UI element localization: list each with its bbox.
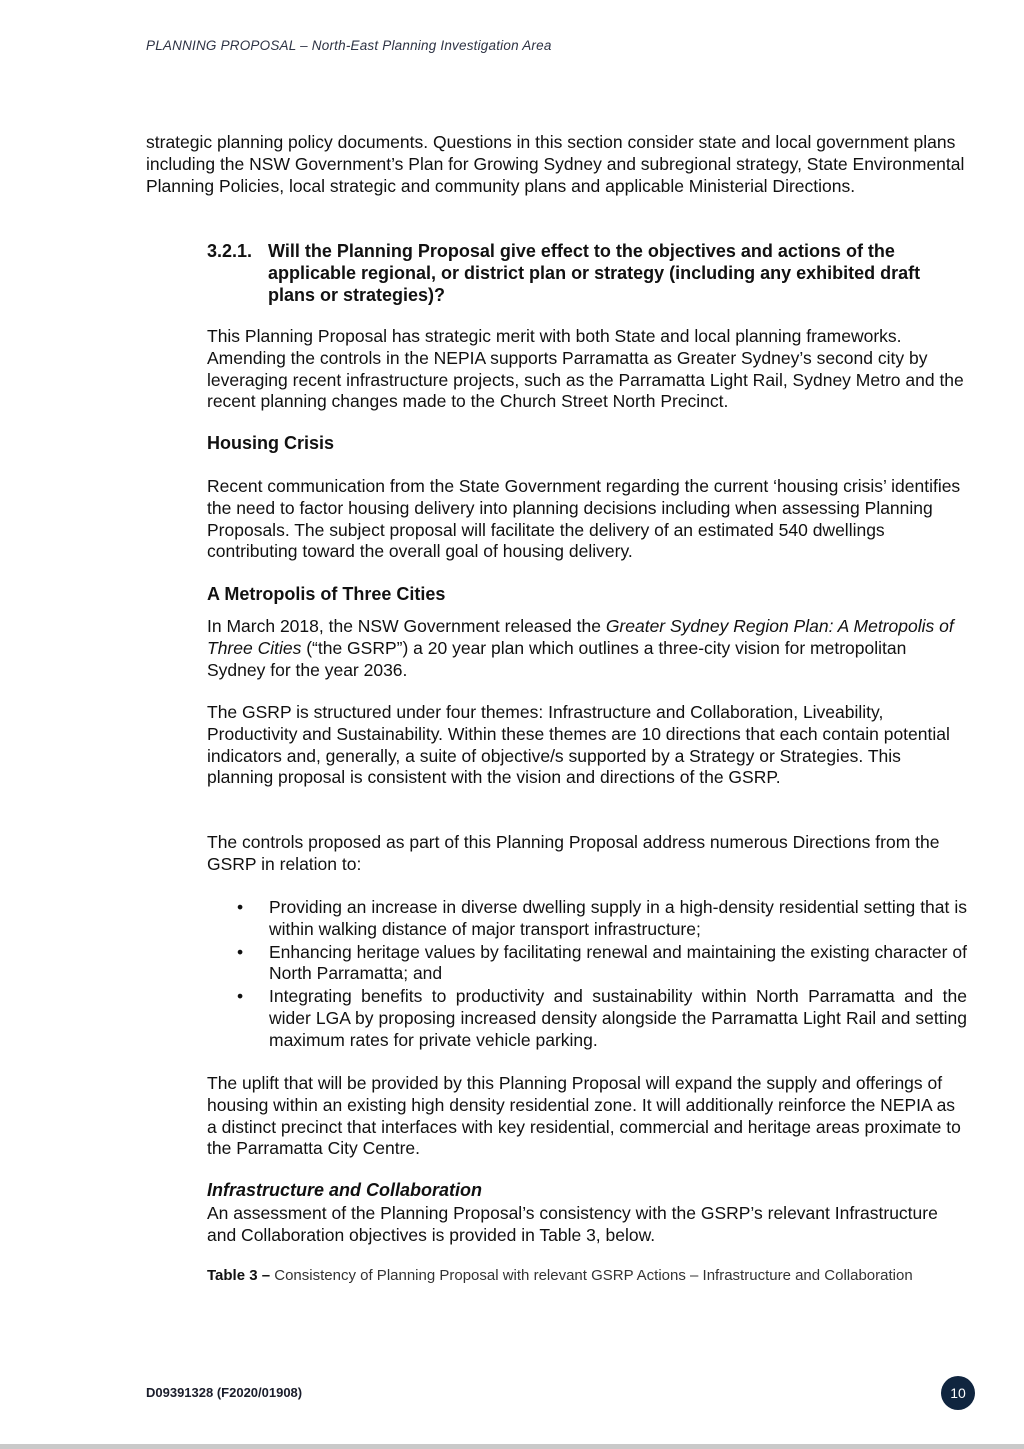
bullet-icon: • — [237, 897, 244, 917]
question-heading — [207, 240, 967, 306]
metropolis-p1-after: (“the GSRP”) a 20 year plan which outlines a three-city vision for metropolitan Sydney for the year 2036. — [207, 637, 907, 680]
list-item — [207, 986, 967, 1051]
strategic-merit-paragraph: This Planning Proposal has strategic merit with both State and local planning frameworks. Amending the controls in the NEPIA supports Parramatta as Greater Sydney’s second city by leveraging recent infrastructure projects, such as the Parramatta Light Rail, Sydney Metro and the recent planning changes made to the Church Street North Precinct. — [207, 326, 964, 412]
table-caption-text: Consistency of Planning Proposal with relevant GSRP Actions – Infrastructure and Collaboration — [270, 1267, 913, 1284]
question-text: Will the Planning Proposal give effect to the objectives and actions of the applicable regional, or district plan or strategy (including any exhibited draft plans or strategies)? — [268, 241, 921, 305]
metropolis-p1-before: In March 2018, the NSW Government released the — [207, 616, 606, 636]
question-number: 3.2.1. — [207, 241, 253, 261]
uplift-paragraph: The uplift that will be provided by this Planning Proposal will expand the supply and offerings of housing within an existing high density residential zone. It will additionally reinforce the NEPIA as a distinct precinct that interfaces with key residential, commercial and heritage areas proximate to the Parramatta City Centre. — [207, 1073, 961, 1159]
list-item — [207, 897, 967, 941]
bullet-icon: • — [237, 941, 244, 962]
housing-crisis-heading: Housing Crisis — [207, 433, 335, 453]
directions-list — [207, 897, 967, 1053]
metropolis-paragraph-2: The GSRP is structured under four themes: Infrastructure and Collaboration, Liveability, Productivity and Sustainability. Within these themes are 10 directions that each contain potential indicators and, generally, a suite of objective/s supported by a Strategy or Strategies. This planning proposal is consistent with the vision and directions of the GSRP. — [207, 702, 950, 788]
housing-crisis-paragraph: Recent communication from the State Government regarding the current ‘housing crisis’ identifies the need to factor housing delivery into planning decisions including when assessing Planning Proposals. The subject proposal will facilitate the delivery of an estimated 540 dwellings contributing toward the overall goal of housing delivery. — [207, 476, 961, 562]
metropolis-heading: A Metropolis of Three Cities — [207, 584, 446, 604]
list-item-text: Integrating benefits to productivity and sustainability within North Parramatta and the wider LGA by proposing increased density alongside the Parramatta Light Rail and setting maximum rates for private vehicle parking. — [269, 986, 967, 1050]
metropolis-paragraph-1 — [207, 616, 967, 681]
list-item — [207, 942, 967, 986]
gsrp-title: Greater Sydney Region Plan: A Metropolis of Three Cities — [207, 616, 954, 658]
list-item-text: Enhancing heritage values by facilitating renewal and maintaining the existing character of North Parramatta; and — [269, 941, 967, 984]
table-caption — [207, 1266, 927, 1286]
document-id: D09391328 (F2020/01908) — [146, 1385, 303, 1400]
intro-paragraph: strategic planning policy documents. Questions in this section consider state and local government plans including the NSW Government’s Plan for Growing Sydney and subregional strategy, State Environmental Planning Policies, local strategic and community plans and applicable Ministerial Directions. — [146, 132, 965, 196]
metropolis-paragraph-3: The controls proposed as part of this Planning Proposal address numerous Directions from the GSRP in relation to: — [207, 832, 940, 874]
bullet-icon: • — [237, 986, 244, 1007]
page-bottom-edge — [0, 1444, 1024, 1449]
list-item-text: Providing an increase in diverse dwelling supply in a high-density residential setting that is within walking distance of major transport infrastructure; — [269, 897, 967, 939]
table-caption-label: Table 3 – — [207, 1267, 271, 1284]
page-number-badge: 10 — [941, 1376, 975, 1410]
running-header: PLANNING PROPOSAL – North-East Planning Investigation Area — [146, 38, 552, 53]
infrastructure-paragraph: An assessment of the Planning Proposal’s consistency with the GSRP’s relevant Infrastructure and Collaboration objectives is provided in Table 3, below. — [207, 1203, 938, 1245]
infrastructure-heading: Infrastructure and Collaboration — [207, 1180, 483, 1200]
